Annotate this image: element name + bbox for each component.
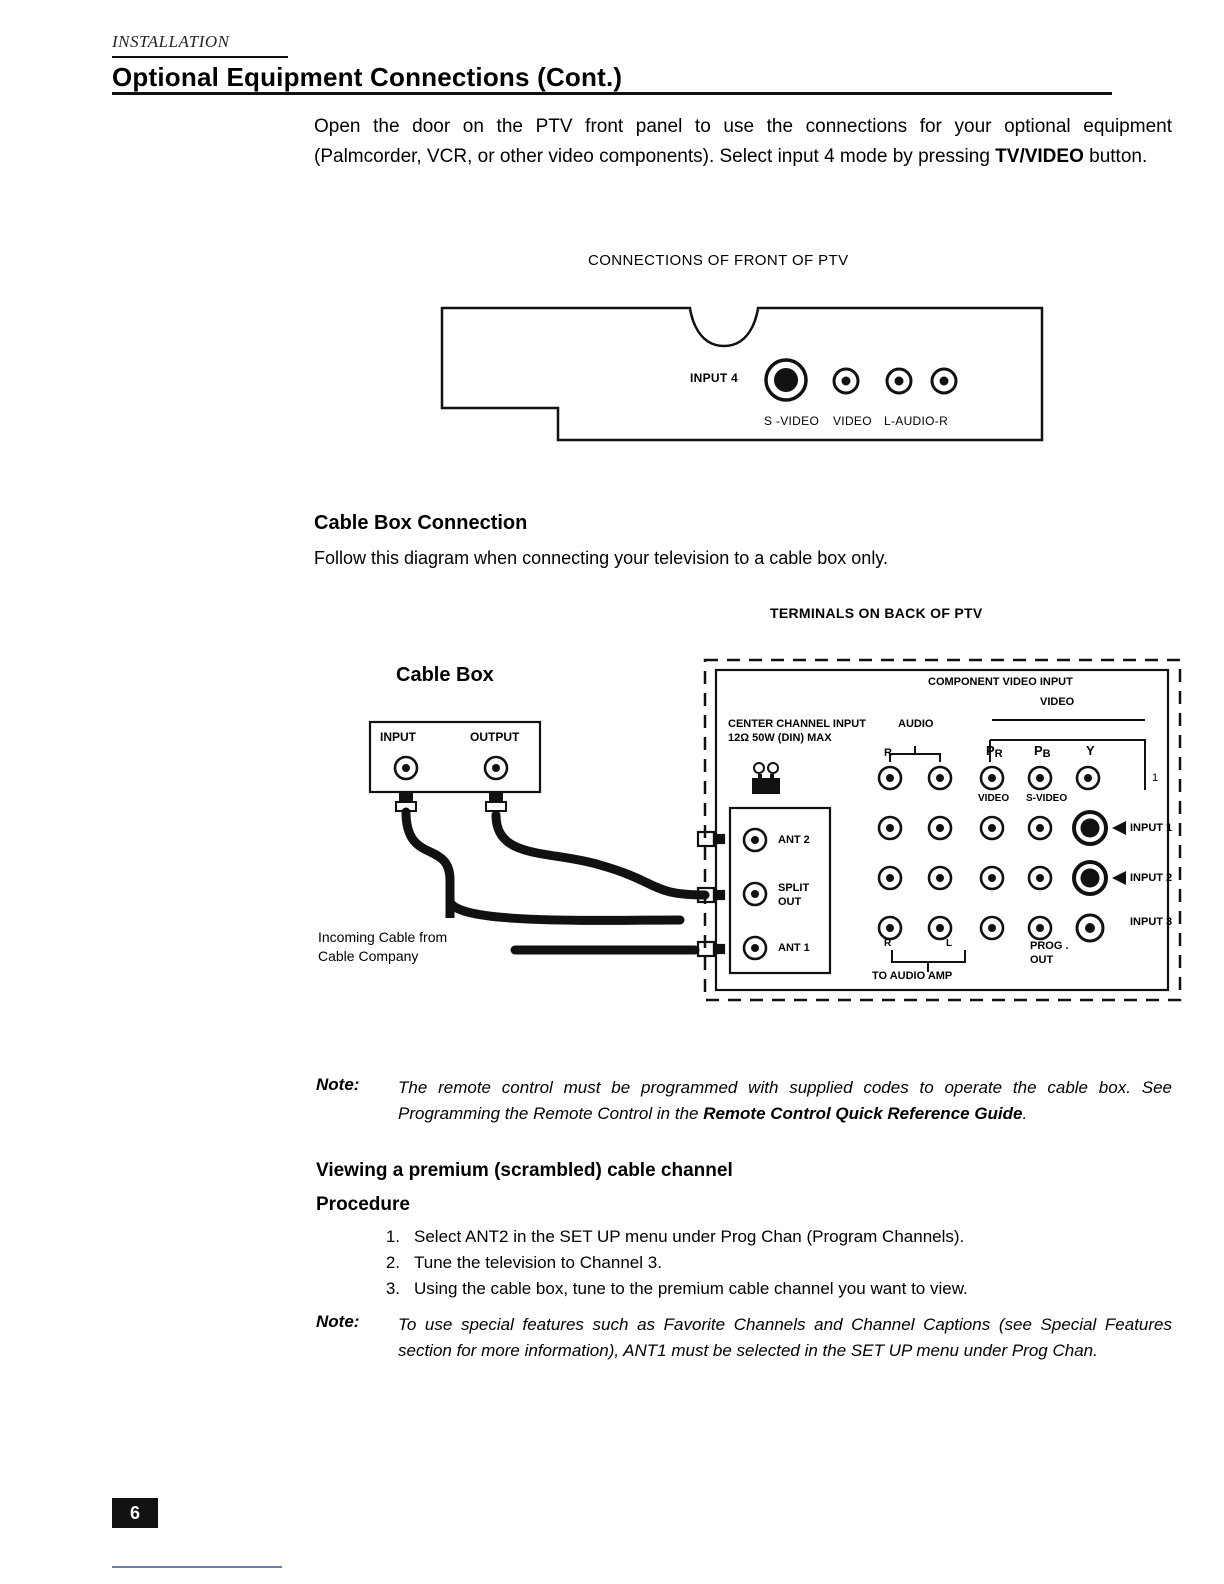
pb-label: PB <box>1034 743 1051 760</box>
step-number: 1. <box>385 1227 400 1246</box>
front-jack-label-video: VIDEO <box>833 414 872 428</box>
input2-label: INPUT 2 <box>1130 872 1173 884</box>
prog-out-l-label: L <box>946 938 953 949</box>
note-2-label: Note: <box>316 1312 360 1331</box>
input1-label: INPUT 1 <box>1130 822 1173 834</box>
intro-text-part2: button. <box>1083 146 1148 167</box>
page-title: Optional Equipment Connections (Cont.) <box>112 62 623 92</box>
diagram-text-layer <box>300 650 1190 1020</box>
step-text: Using the cable box, tune to the premium cable channel you want to view. <box>414 1279 968 1298</box>
page-number: 6 <box>112 1498 158 1528</box>
split-out-label: OUT <box>778 896 802 908</box>
front-input4-label: INPUT 4 <box>690 371 739 385</box>
center-channel-label-line1: CENTER CHANNEL INPUT <box>728 718 866 730</box>
intro-bold-term: TV/VIDEO <box>995 146 1084 167</box>
front-jack-label-s-video: S -VIDEO <box>764 414 820 428</box>
prog-out-r-label: R <box>884 938 892 949</box>
heading-viewing-premium: Viewing a premium (scrambled) cable channel <box>316 1160 733 1181</box>
s-video-jack-label: S-VIDEO <box>1026 793 1068 804</box>
split-label: SPLIT <box>778 882 810 894</box>
note-1-text <box>398 1075 1172 1127</box>
section-subtext: Follow this diagram when connecting your television to a cable box only. <box>314 548 888 568</box>
prog-out-label: OUT <box>1030 954 1054 966</box>
incoming-cable-line2: Cable Company <box>318 948 419 964</box>
header-rule-thin <box>112 56 288 58</box>
video-jack-label: VIDEO <box>978 793 1010 804</box>
section-heading-cable-box: Cable Box Connection <box>314 512 528 534</box>
video-group-label: VIDEO <box>1040 696 1075 708</box>
cable-box-label: Cable Box <box>396 664 494 686</box>
procedure-steps <box>356 1224 1156 1302</box>
list-item <box>356 1224 1156 1250</box>
note-1-text-bold: Remote Control Quick Reference Guide <box>703 1104 1023 1123</box>
front-jack-label-audio: L-AUDIO-R <box>884 414 949 428</box>
back-panel-figure-caption: TERMINALS ON BACK OF PTV <box>770 605 983 621</box>
cable-box-output-label: OUTPUT <box>470 730 520 744</box>
footer-rule <box>112 1566 282 1568</box>
ant2-label: ANT 2 <box>778 834 810 846</box>
input3-label: INPUT 3 <box>1130 916 1173 928</box>
step-text: Select ANT2 in the SET UP menu under Prog Chan (Program Channels). <box>414 1227 965 1246</box>
note-1-text-c: . <box>1022 1104 1028 1123</box>
step-number: 3. <box>385 1279 400 1298</box>
prog-label: PROG . <box>1030 940 1069 952</box>
note-1-label: Note: <box>316 1075 360 1094</box>
audio-r-label: R <box>884 747 892 759</box>
intro-text-part1: Open the door on the PTV front panel to use the connections for your optional equipment (Palmcorder, VCR, or other video components). Select input 4 mode by pressing <box>314 116 1172 167</box>
note-1-text-a: The remote control must be programmed with supplied codes to operate the cable box. See Programming the Remote Control in the <box>398 1078 1172 1123</box>
running-head: INSTALLATION <box>112 32 230 51</box>
center-channel-label-line2: 12Ω 50W (DIN) MAX <box>728 732 832 744</box>
heading-procedure: Procedure <box>316 1194 410 1215</box>
to-audio-amp-label: TO AUDIO AMP <box>872 970 953 982</box>
note-2-text: To use special features such as Favorite Channels and Channel Captions (see Special Features section for more information), ANT1 must be selected in the SET UP menu under Prog Chan. <box>398 1315 1172 1360</box>
list-item <box>356 1276 1156 1302</box>
audio-label: AUDIO <box>898 718 934 730</box>
front-panel-jacks <box>438 300 1048 445</box>
list-item <box>356 1250 1156 1276</box>
intro-paragraph <box>314 112 1172 172</box>
cable-box-input-label: INPUT <box>380 730 416 744</box>
front-figure-caption: CONNECTIONS OF FRONT OF PTV <box>588 252 849 269</box>
step-text: Tune the television to Channel 3. <box>414 1253 662 1272</box>
header-rule-thick <box>112 92 1112 95</box>
pr-label: PR <box>986 743 1003 760</box>
component-video-input-label: COMPONENT VIDEO INPUT <box>928 676 1073 688</box>
component-set-1-label: 1 <box>1152 772 1159 784</box>
y-label: Y <box>1086 743 1095 758</box>
step-number: 2. <box>385 1253 400 1272</box>
ant1-label: ANT 1 <box>778 942 810 954</box>
incoming-cable-line1: Incoming Cable from <box>318 929 448 945</box>
